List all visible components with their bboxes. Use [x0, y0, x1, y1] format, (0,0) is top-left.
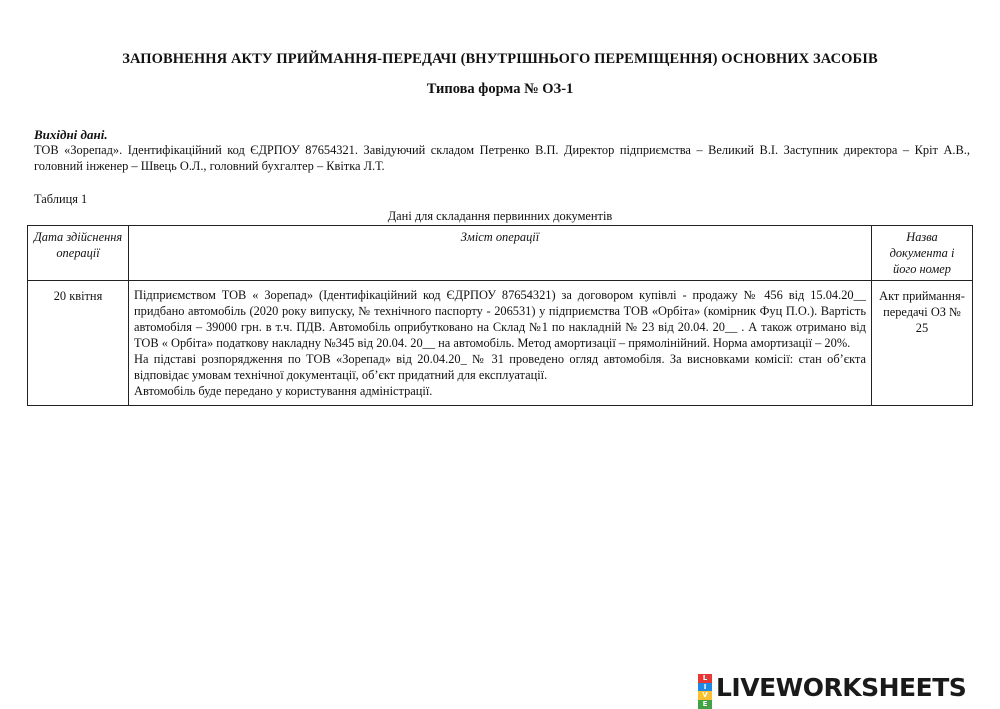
table-label: Таблиця 1 [34, 192, 88, 206]
table-header-row [28, 226, 973, 281]
table-row [28, 281, 973, 406]
liveworksheets-icon [698, 674, 712, 709]
header-date: Дата здійснення операції [28, 226, 129, 281]
content-paragraph: Підприємством ТОВ « Зорепад» (Ідентифікаційний код ЄДРПОУ 87654321) за договором купівлі - продажу № 456 від 15.04.20__ придбано автомобіль (2020 року випуску, № технічного паспорту - 206531) у підприємства ТОВ «Орбіта» (комірник Фуц П.О.). Вартість автомобіля – 39000 грн. в т.ч. ПДВ. Автомобіль оприбутковано на Склад №1 по накладній № 23 від 20.04. 20__ . А також отримано від ТОВ « Орбіта» податкову накладну №345 від 20.04. 20__ на автомобіль. Метод амортизації – прямолінійний. Норма амортизації – 20%. [134, 288, 866, 350]
cell-document: Акт приймання-передачі ОЗ № 25 [872, 281, 973, 406]
header-content: Зміст операції [129, 226, 872, 281]
logo-letter: I [698, 683, 712, 692]
document-subtitle: Типова форма № ОЗ-1 [426, 81, 574, 97]
operations-table [27, 225, 973, 406]
liveworksheets-wordmark: LIVEWORKSHEETS [716, 672, 967, 702]
cell-content [129, 281, 872, 406]
content-paragraph: Автомобіль буде передано у користування адміністрації. [134, 384, 433, 398]
logo-letter: V [698, 691, 712, 700]
header-document: Назва документа і його номер [872, 226, 973, 281]
logo-letter: E [698, 700, 712, 709]
intro-text: ТОВ «Зорепад». Ідентифікаційний код ЄДРПОУ 87654321. Завідуючий складом Петренко В.П. Директор підприємства – Великий В.І. Заступник директора – Кріт А.В., головний інженер – Швець О.Л., головний бухгалтер – Квітка Л.Т. [34, 143, 970, 173]
content-paragraph: На підставі розпорядження по ТОВ «Зорепад» від 20.04.20_ № 31 проведено огляд автомобіля. За висновками комісії: стан об’єкта відповідає умовам технічної документації, об’єкт придатний для експлуатації. [134, 352, 866, 382]
document-title: ЗАПОВНЕННЯ АКТУ ПРИЙМАННЯ-ПЕРЕДАЧІ (ВНУТРІШНЬОГО ПЕРЕМІЩЕННЯ) ОСНОВНИХ ЗАСОБІВ [122, 51, 878, 67]
intro-heading: Вихідні дані. [34, 127, 108, 142]
liveworksheets-logo[interactable] [698, 672, 967, 709]
logo-letter: L [698, 674, 712, 683]
table-caption: Дані для складання первинних документів [387, 209, 613, 223]
cell-date: 20 квітня [28, 281, 129, 406]
